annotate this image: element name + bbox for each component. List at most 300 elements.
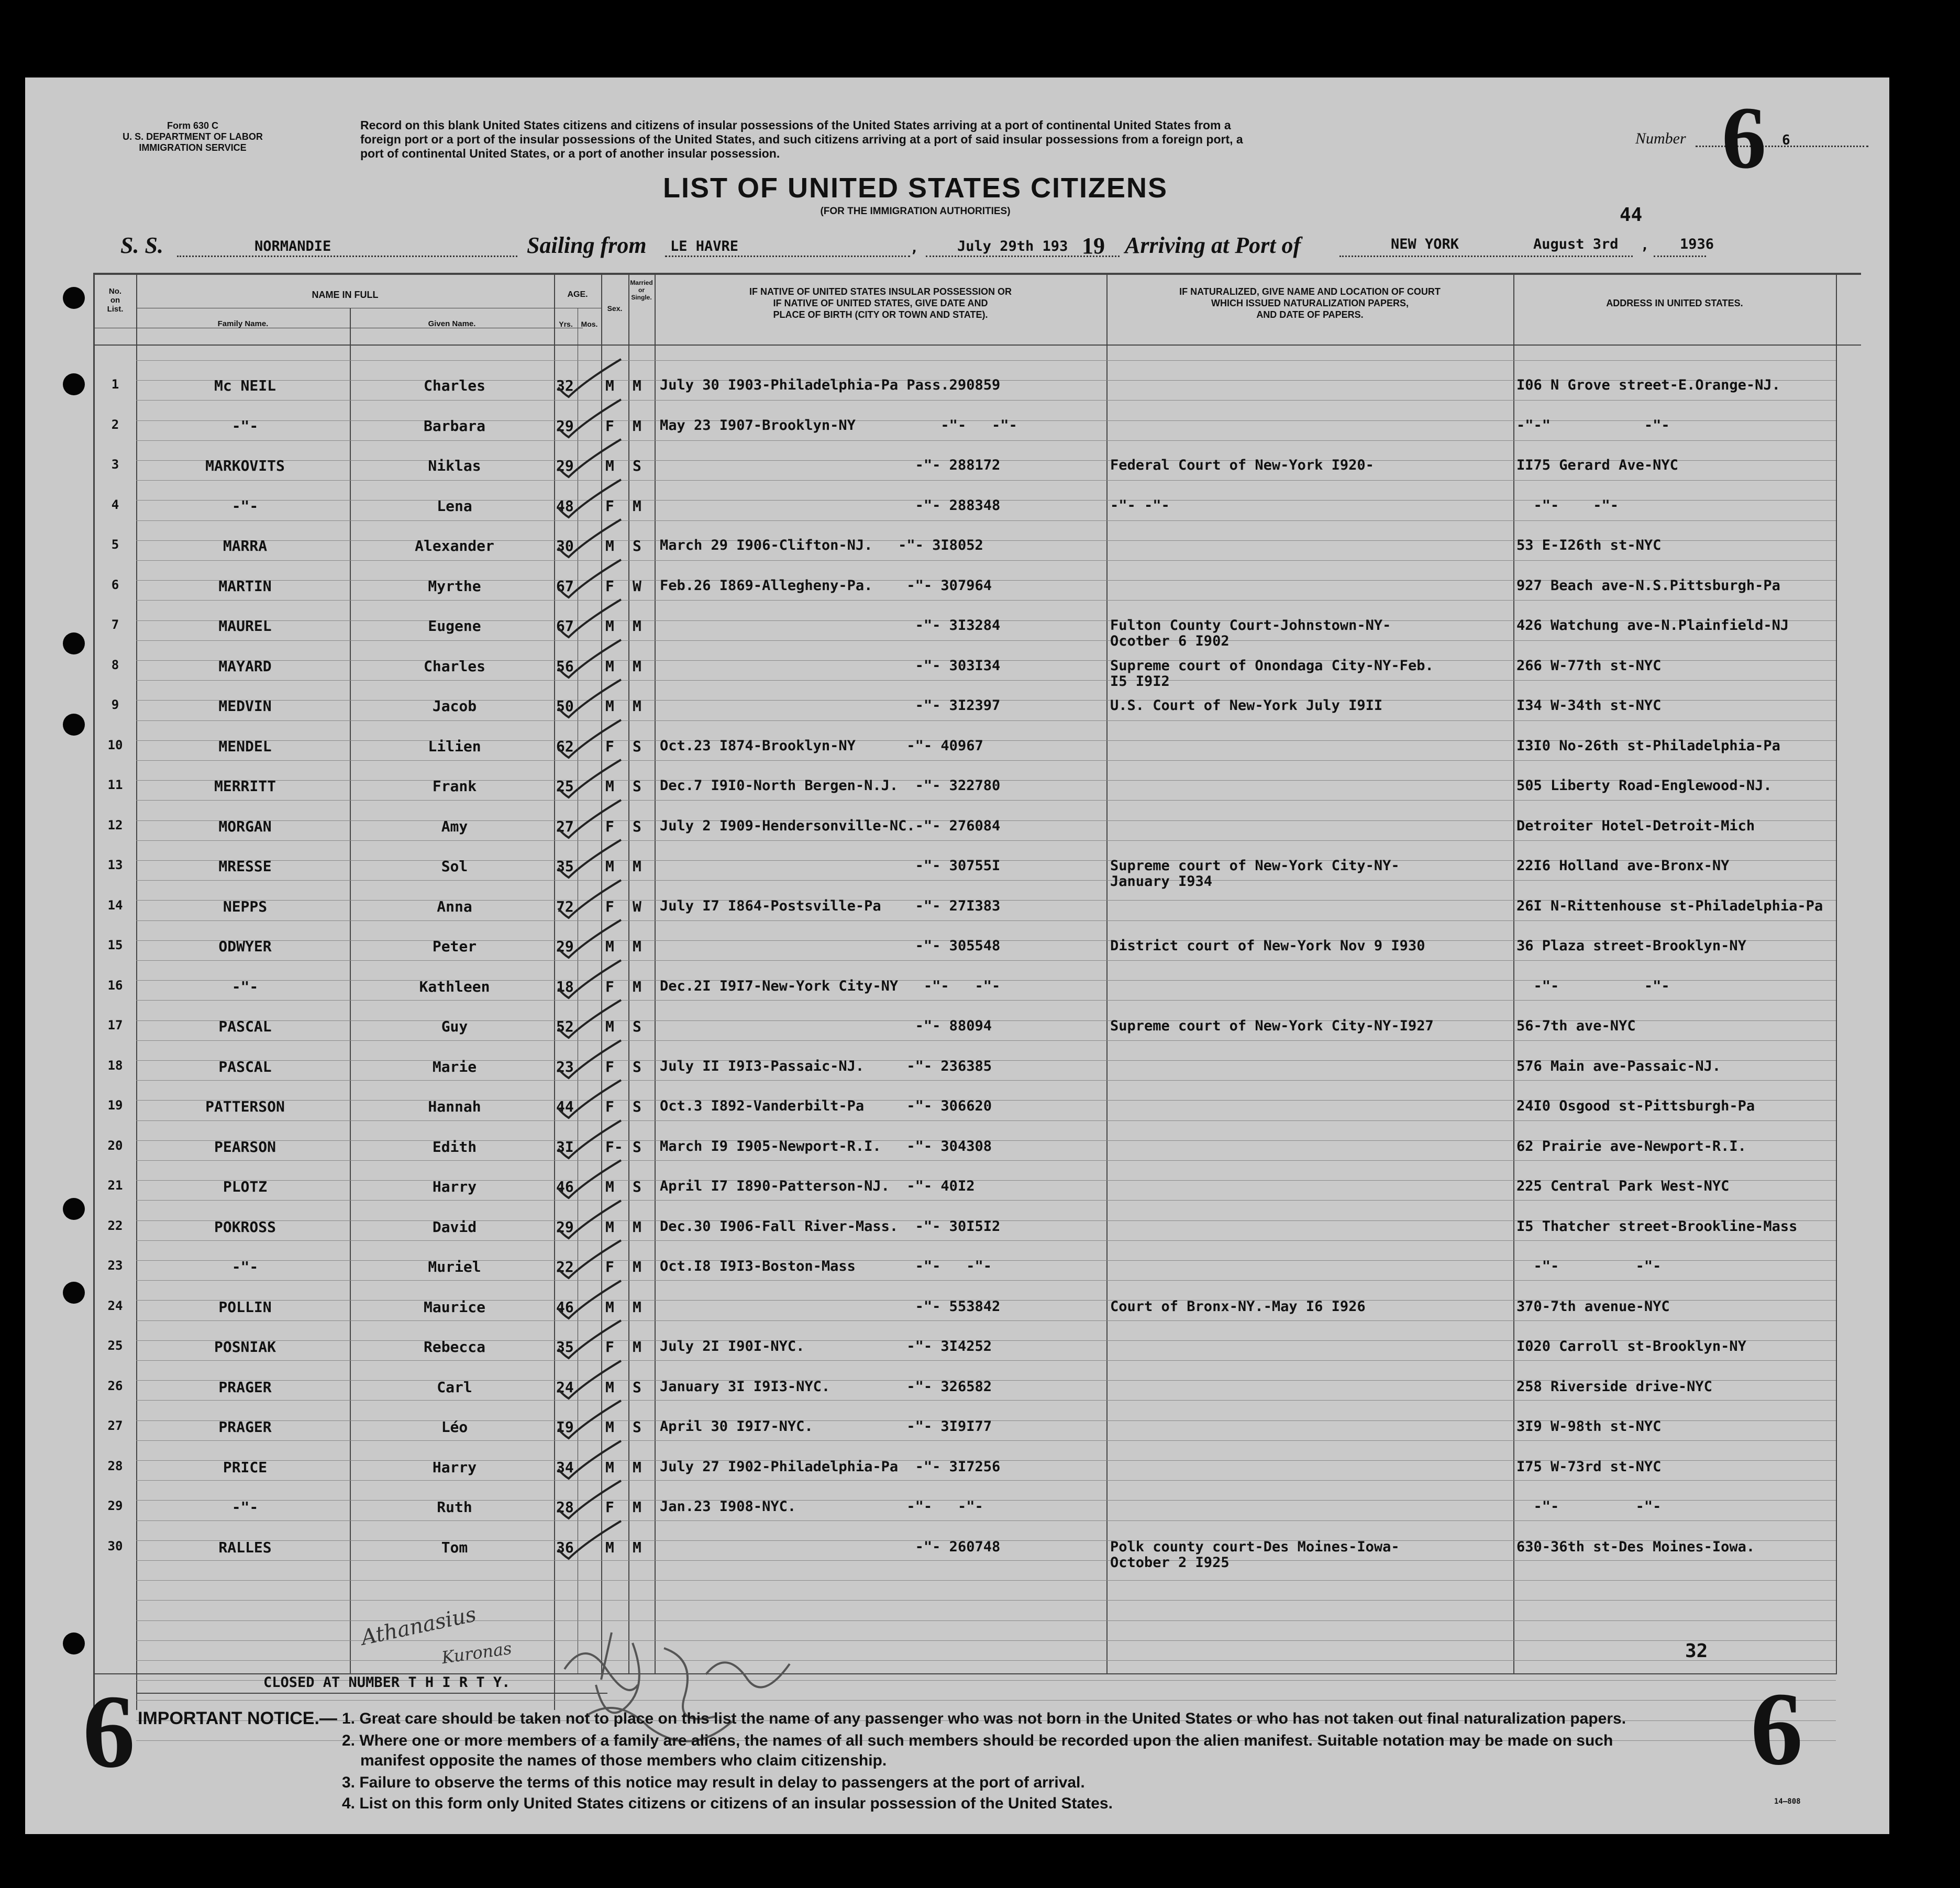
family-name: PRAGER xyxy=(218,1378,272,1396)
given-name: David xyxy=(432,1218,477,1236)
address: I020 Carroll st-Brooklyn-NY xyxy=(1516,1338,1746,1354)
naturalization-court: District court of New-York Nov 9 I930 xyxy=(1110,938,1425,954)
birth-info: -"- 305548 xyxy=(660,938,1001,954)
comma: , xyxy=(1641,237,1649,253)
closed-note: CLOSED AT NUMBER T H I R T Y. xyxy=(263,1674,511,1691)
given-name: Marie xyxy=(432,1058,477,1075)
marital-status: M xyxy=(633,858,641,875)
address: 505 Liberty Road-Englewood-NJ. xyxy=(1516,778,1772,794)
age-years: 27 xyxy=(556,817,574,835)
given-name: Barbara xyxy=(423,417,485,435)
sail-date: July 29th 193 xyxy=(957,238,1068,254)
family-name: POSNIAK xyxy=(214,1338,276,1356)
row-number: 5 xyxy=(111,537,119,552)
marital-status: M xyxy=(633,617,641,635)
birth-info: July I7 I864-Postsville-Pa -"- 27I383 xyxy=(660,897,1001,914)
address: I3I0 No-26th st-Philadelphia-Pa xyxy=(1516,737,1780,754)
sex: M xyxy=(605,1378,614,1396)
given-name: Charles xyxy=(423,377,485,394)
sex: F xyxy=(605,978,614,995)
marital-status: S xyxy=(633,778,641,795)
handwritten-surname: Kuronas xyxy=(440,1638,513,1668)
naturalization-date: October 2 I925 xyxy=(1110,1554,1230,1571)
sex: M xyxy=(605,1538,614,1556)
port-to: NEW YORK xyxy=(1391,236,1459,252)
marital-status: M xyxy=(633,697,641,715)
naturalization-court: U.S. Court of New-York July I9II xyxy=(1110,697,1383,714)
birth-info: -"- 3I2397 xyxy=(660,697,1001,714)
notice-item-1: 1. Great care should be taken not to place on this list the name of any passenger who was not born in the United States or who has not taken out final naturalization papers. xyxy=(342,1710,1626,1727)
row-number: 6 xyxy=(111,577,119,592)
sex: F xyxy=(605,1498,614,1516)
row-number: 12 xyxy=(107,817,123,832)
birth-info: Dec.30 I906-Fall River-Mass. -"- 30I5I2 xyxy=(660,1218,1001,1235)
punch-hole xyxy=(63,373,85,395)
row-number: 13 xyxy=(107,858,123,872)
naturalization-court: Court of Bronx-NY.-May I6 I926 xyxy=(1110,1298,1366,1315)
family-name: -"- xyxy=(231,978,259,995)
sex: F- xyxy=(605,1138,623,1156)
sex: M xyxy=(605,938,614,955)
marital-status: S xyxy=(633,1418,641,1436)
row-number: 15 xyxy=(107,938,123,952)
department: U. S. DEPARTMENT OF LABOR xyxy=(123,131,263,142)
address: 225 Central Park West-NYC xyxy=(1516,1178,1730,1194)
birth-info: March 29 I906-Clifton-NJ. -"- 3I8052 xyxy=(660,537,983,553)
address: 927 Beach ave-N.S.Pittsburgh-Pa xyxy=(1516,577,1780,594)
marital-status: S xyxy=(633,1178,641,1195)
sex: F xyxy=(605,577,614,595)
age-years: 50 xyxy=(556,697,574,715)
address: 22I6 Holland ave-Bronx-NY xyxy=(1516,858,1730,874)
col-yrs: Yrs. xyxy=(559,320,573,328)
birth-info: -"- 288172 xyxy=(660,457,1001,473)
given-name: Eugene xyxy=(428,617,481,635)
form-id-block xyxy=(109,120,276,153)
marital-status: M xyxy=(633,497,641,515)
notice-number-left: 6 xyxy=(83,1674,135,1790)
col-family-name: Family Name. xyxy=(217,319,269,328)
sex: M xyxy=(605,457,614,474)
given-name: Alexander xyxy=(415,537,494,554)
record-line: foreign port or a port of the insular possessions of the United States, and such citizens arriving at a port of said insular possessions from a foreign port, a xyxy=(360,132,1243,146)
ss-label: S. S. xyxy=(120,232,163,258)
form-number: Form 630 C xyxy=(167,120,219,131)
record-line: Record on this blank United States citizens and citizens of insular possessions of the United States arriving at a port of continental United States from a xyxy=(360,118,1231,132)
marital-status: M xyxy=(633,1298,641,1316)
marital-status: S xyxy=(633,1018,641,1035)
row-number: 14 xyxy=(107,897,123,913)
number-label: Number xyxy=(1635,130,1686,147)
address: II75 Gerard Ave-NYC xyxy=(1516,457,1678,473)
age-years: 18 xyxy=(556,978,574,995)
age-years: 56 xyxy=(556,657,574,675)
given-name: Amy xyxy=(441,817,468,835)
row-number: 20 xyxy=(107,1138,123,1153)
address: -"- -"- xyxy=(1516,1258,1662,1274)
col-married-single: Married or Single. xyxy=(630,279,653,301)
address: 36 Plaza street-Brooklyn-NY xyxy=(1516,938,1746,954)
address: I5 Thatcher street-Brookline-Mass xyxy=(1516,1218,1798,1235)
col-no: No. on List. xyxy=(107,287,124,314)
given-name: Hannah xyxy=(428,1098,481,1115)
col-given-name: Given Name. xyxy=(428,319,476,328)
sex: F xyxy=(605,817,614,835)
ship-name: NORMANDIE xyxy=(254,238,331,254)
family-name: PRAGER xyxy=(218,1418,272,1436)
sex: M xyxy=(605,1018,614,1035)
family-name: POLLIN xyxy=(218,1298,272,1316)
punch-hole xyxy=(63,632,85,654)
sex: M xyxy=(605,537,614,554)
given-name: Harry xyxy=(432,1178,477,1195)
family-name: NEPPS xyxy=(223,897,268,915)
given-name: Guy xyxy=(441,1018,468,1035)
service: IMMIGRATION SERVICE xyxy=(139,142,247,153)
age-years: 35 xyxy=(556,858,574,875)
col-naturalized: IF NATURALIZED, GIVE NAME AND LOCATION OF COURT WHICH ISSUED NATURALIZATION PAPERS, AND DATE OF PAPERS. xyxy=(1179,286,1441,320)
birth-info: Oct.23 I874-Brooklyn-NY -"- 40967 xyxy=(660,737,983,754)
marital-status: S xyxy=(633,1378,641,1396)
address: -"- -"- xyxy=(1516,978,1670,994)
family-name: MRESSE xyxy=(218,858,272,875)
marital-status: S xyxy=(633,1138,641,1156)
row-number: 3 xyxy=(111,457,119,472)
age-years: 72 xyxy=(556,897,574,915)
marital-status: S xyxy=(633,537,641,554)
marital-status: S xyxy=(633,457,641,474)
address: 370-7th avenue-NYC xyxy=(1516,1298,1670,1315)
sail-year-handwritten: 19 xyxy=(1082,233,1105,259)
marital-status: M xyxy=(633,1538,641,1556)
sex: F xyxy=(605,497,614,515)
age-years: 46 xyxy=(556,1298,574,1316)
given-name: Charles xyxy=(423,657,485,675)
address: 26I N-Rittenhouse st-Philadelphia-Pa xyxy=(1516,897,1823,914)
birth-info: -"- 303I34 xyxy=(660,657,1001,674)
birth-info: Jan.23 I908-NYC. -"- -"- xyxy=(660,1498,983,1515)
age-years: 32 xyxy=(556,377,574,394)
family-name: MEDVIN xyxy=(218,697,272,715)
address: I34 W-34th st-NYC xyxy=(1516,697,1662,714)
row-number: 21 xyxy=(107,1178,123,1193)
birth-info: July 27 I902-Philadelphia-Pa -"- 3I7256 xyxy=(660,1458,1001,1475)
address: 3I9 W-98th st-NYC xyxy=(1516,1418,1662,1435)
marital-status: S xyxy=(633,1098,641,1115)
given-name: Sol xyxy=(441,858,468,875)
col-name-in-full: NAME IN FULL xyxy=(312,290,379,300)
sex: F xyxy=(605,1258,614,1275)
col-age: AGE. xyxy=(567,290,588,299)
marital-status: W xyxy=(633,897,641,915)
sex: F xyxy=(605,1098,614,1115)
age-years: 67 xyxy=(556,617,574,635)
address: 258 Riverside drive-NYC xyxy=(1516,1378,1712,1395)
given-name: Rebecca xyxy=(423,1338,485,1356)
address: Detroiter Hotel-Detroit-Mich xyxy=(1516,817,1755,834)
punch-hole xyxy=(63,1632,85,1654)
birth-info: Dec.7 I9I0-North Bergen-N.J. -"- 322780 xyxy=(660,778,1001,794)
age-years: 44 xyxy=(556,1098,574,1115)
row-number: 1 xyxy=(111,377,119,392)
age-years: 24 xyxy=(556,1378,574,1396)
port-from: LE HAVRE xyxy=(670,238,739,254)
birth-info: Oct.3 I892-Vanderbilt-Pa -"- 306620 xyxy=(660,1098,992,1114)
row-number: 18 xyxy=(107,1058,123,1073)
address: 62 Prairie ave-Newport-R.I. xyxy=(1516,1138,1746,1154)
given-name: Tom xyxy=(441,1538,468,1556)
row-number: 24 xyxy=(107,1298,123,1313)
address: -"-" -"- xyxy=(1516,417,1670,434)
sex: F xyxy=(605,1058,614,1075)
family-name: POKROSS xyxy=(214,1218,276,1236)
row-number: 19 xyxy=(107,1098,123,1113)
notice-number-right: 6 xyxy=(1751,1671,1803,1787)
checkmark-icon xyxy=(554,1517,627,1564)
row-number: 28 xyxy=(107,1458,123,1473)
notice-item-4: 4. List on this form only United States citizens or citizens of an insular possession of the United States. xyxy=(342,1795,1113,1812)
family-name: MENDEL xyxy=(218,737,272,755)
record-line: port of continental United States, or a port of another insular possession. xyxy=(360,147,780,160)
birth-info: -"- 88094 xyxy=(660,1018,992,1034)
family-name: PRICE xyxy=(223,1458,268,1476)
age-years: 62 xyxy=(556,737,574,755)
sex: M xyxy=(605,377,614,394)
birth-info: January 3I I9I3-NYC. -"- 326582 xyxy=(660,1378,992,1395)
marital-status: M xyxy=(633,1218,641,1236)
address: 630-36th st-Des Moines-Iowa. xyxy=(1516,1538,1755,1555)
marital-status: S xyxy=(633,737,641,755)
birth-info: July 2 I909-Hendersonville-NC.-"- 276084 xyxy=(660,817,1001,834)
birth-info: April I7 I890-Patterson-NJ. -"- 40I2 xyxy=(660,1178,975,1194)
family-name: PEARSON xyxy=(214,1138,276,1156)
row-number: 10 xyxy=(107,737,123,752)
manifest-sheet xyxy=(25,77,1889,1834)
given-name: Lilien xyxy=(428,737,481,755)
birth-info: July 30 I903-Philadelphia-Pa Pass.290859 xyxy=(660,377,1001,393)
given-name: Jacob xyxy=(432,697,477,715)
sex: M xyxy=(605,778,614,795)
family-name: -"- xyxy=(231,417,259,435)
naturalization-date: Ocotber 6 I902 xyxy=(1110,633,1230,649)
row-number: 7 xyxy=(111,617,119,632)
naturalization-court: Fulton County Court-Johnstown-NY- xyxy=(1110,617,1391,634)
family-name: -"- xyxy=(231,1498,259,1516)
family-name: MAUREL xyxy=(218,617,272,635)
age-years: 22 xyxy=(556,1258,574,1275)
given-name: Lena xyxy=(437,497,472,515)
notice-heading: IMPORTANT NOTICE.— xyxy=(138,1708,337,1728)
marital-status: M xyxy=(633,978,641,995)
punch-hole xyxy=(63,287,85,309)
family-name: MARTIN xyxy=(218,577,272,595)
given-name: Harry xyxy=(432,1458,477,1476)
page-subtitle: (FOR THE IMMIGRATION AUTHORITIES) xyxy=(820,206,1011,217)
naturalization-court: Polk county court-Des Moines-Iowa- xyxy=(1110,1538,1400,1555)
col-birth: IF NATIVE OF UNITED STATES INSULAR POSSESSION OR IF NATIVE OF UNITED STATES, GIVE DATE AND PLACE OF BIRTH (CITY OR TOWN AND STATE). xyxy=(749,286,1012,320)
naturalization-court: Federal Court of New-York I920- xyxy=(1110,457,1374,473)
given-name: Niklas xyxy=(428,457,481,474)
address: -"- -"- xyxy=(1516,1498,1662,1515)
given-name: Carl xyxy=(437,1378,472,1396)
sex: M xyxy=(605,1218,614,1236)
given-name: Kathleen xyxy=(419,978,490,995)
col-sex: Sex. xyxy=(607,304,623,313)
arrival-year: 1936 xyxy=(1680,236,1714,252)
row-number: 23 xyxy=(107,1258,123,1273)
marital-status: M xyxy=(633,1338,641,1356)
naturalization-court: Supreme court of Onondaga City-NY-Feb. xyxy=(1110,657,1434,674)
given-name: Ruth xyxy=(437,1498,472,1516)
sex: M xyxy=(605,697,614,715)
age-years: 36 xyxy=(556,1538,574,1556)
age-years: I9 xyxy=(556,1418,574,1436)
birth-info: Oct.I8 I9I3-Boston-Mass -"- -"- xyxy=(660,1258,992,1274)
birth-info: March I9 I905-Newport-R.I. -"- 304308 xyxy=(660,1138,992,1154)
given-name: Léo xyxy=(441,1418,468,1436)
family-name: -"- xyxy=(231,1258,259,1275)
family-name: MARKOVITS xyxy=(205,457,285,474)
birth-info: -"- 3I3284 xyxy=(660,617,1001,634)
age-years: 29 xyxy=(556,417,574,435)
sex: F xyxy=(605,897,614,915)
family-name: PASCAL xyxy=(218,1018,272,1035)
row-number: 8 xyxy=(111,657,119,672)
form-code: 14—808 xyxy=(1774,1797,1801,1806)
birth-info: Feb.26 I869-Allegheny-Pa. -"- 307964 xyxy=(660,577,992,594)
row-number: 11 xyxy=(107,778,123,792)
row-number: 2 xyxy=(111,417,119,432)
row-number: 25 xyxy=(107,1338,123,1353)
notice-item-2: 2. Where one or more members of a family are aliens, the names of all such members should be recorded upon the alien manifest. Suitable notation may be made on such xyxy=(342,1732,1613,1749)
marital-status: M xyxy=(633,938,641,955)
family-name: MERRITT xyxy=(214,778,276,795)
age-years: 34 xyxy=(556,1458,574,1476)
age-years: 23 xyxy=(556,1058,574,1075)
given-name: Edith xyxy=(432,1138,477,1156)
row-number: 16 xyxy=(107,978,123,993)
address: I75 W-73rd st-NYC xyxy=(1516,1458,1662,1475)
row-number: 17 xyxy=(107,1018,123,1032)
arrival-date: August 3rd xyxy=(1533,236,1619,252)
age-years: 3I xyxy=(556,1138,574,1156)
marital-status: M xyxy=(633,377,641,394)
notice-item-3: 3. Failure to observe the terms of this notice may result in delay to passengers at the port of arrival. xyxy=(342,1774,1085,1791)
sailing-label: Sailing from xyxy=(527,232,647,258)
punch-hole xyxy=(63,1198,85,1220)
marital-status: S xyxy=(633,817,641,835)
sex: M xyxy=(605,1298,614,1316)
birth-info: July 2I I90I-NYC. -"- 3I4252 xyxy=(660,1338,992,1354)
address: 426 Watchung ave-N.Plainfield-NJ xyxy=(1516,617,1789,634)
family-name: Mc NEIL xyxy=(214,377,276,394)
marital-status: M xyxy=(633,1498,641,1516)
address: -"- -"- xyxy=(1516,497,1619,514)
row-number: 29 xyxy=(107,1498,123,1513)
sheet-number: 6 xyxy=(1722,88,1766,187)
age-years: 52 xyxy=(556,1018,574,1035)
naturalization-date: I5 I9I2 xyxy=(1110,673,1170,690)
age-years: 29 xyxy=(556,457,574,474)
row-number: 26 xyxy=(107,1378,123,1393)
arriving-label: Arriving at Port of xyxy=(1125,232,1301,258)
sex: M xyxy=(605,1418,614,1436)
age-years: 29 xyxy=(556,1218,574,1236)
row-number: 22 xyxy=(107,1218,123,1233)
family-name: ODWYER xyxy=(218,938,272,955)
sex: F xyxy=(605,1338,614,1356)
birth-info: July II I9I3-Passaic-NJ. -"- 236385 xyxy=(660,1058,992,1074)
naturalization-date: January I934 xyxy=(1110,873,1213,890)
notice-item-2-cont: manifest opposite the names of those members who claim citizenship. xyxy=(360,1752,887,1769)
birth-info: -"- 288348 xyxy=(660,497,1001,514)
marital-status: M xyxy=(633,417,641,435)
handwritten-number: 44 xyxy=(1620,204,1643,226)
marital-status: M xyxy=(633,657,641,675)
given-name: Myrthe xyxy=(428,577,481,595)
family-name: MAYARD xyxy=(218,657,272,675)
birth-info: -"- 30755I xyxy=(660,858,1001,874)
marital-status: S xyxy=(633,1058,641,1075)
comma: , xyxy=(910,240,919,256)
family-name: -"- xyxy=(231,497,259,515)
family-name: MARRA xyxy=(223,537,268,554)
sex: M xyxy=(605,1178,614,1195)
address: 53 E-I26th st-NYC xyxy=(1516,537,1662,553)
address: 24I0 Osgood st-Pittsburgh-Pa xyxy=(1516,1098,1755,1114)
col-address: ADDRESS IN UNITED STATES. xyxy=(1606,298,1743,308)
page-title: LIST OF UNITED STATES CITIZENS xyxy=(663,172,1168,204)
family-name: RALLES xyxy=(218,1538,272,1556)
birth-info: May 23 I907-Brooklyn-NY -"- -"- xyxy=(660,417,1017,434)
sex: M xyxy=(605,657,614,675)
col-mos: Mos. xyxy=(581,320,598,328)
marital-status: M xyxy=(633,1458,641,1476)
age-years: 28 xyxy=(556,1498,574,1516)
sex: M xyxy=(605,1458,614,1476)
birth-info: April 30 I9I7-NYC. -"- 3I9I77 xyxy=(660,1418,992,1435)
family-name: PATTERSON xyxy=(205,1098,285,1115)
birth-info: -"- 260748 xyxy=(660,1538,1001,1555)
row-number: 4 xyxy=(111,497,119,512)
age-years: 46 xyxy=(556,1178,574,1195)
naturalization-court: Supreme court of New-York City-NY-I927 xyxy=(1110,1018,1434,1034)
sex: M xyxy=(605,617,614,635)
row-number: 30 xyxy=(107,1538,123,1553)
age-years: 35 xyxy=(556,1338,574,1356)
sex: F xyxy=(605,737,614,755)
handwritten-name: Athanasius xyxy=(359,1602,479,1650)
punch-hole xyxy=(63,714,85,736)
record-instructions xyxy=(360,118,1586,161)
sex: M xyxy=(605,858,614,875)
family-name: PASCAL xyxy=(218,1058,272,1075)
marital-status: M xyxy=(633,1258,641,1275)
address: I06 N Grove street-E.Orange-NJ. xyxy=(1516,377,1780,393)
sex: F xyxy=(605,417,614,435)
row-number: 9 xyxy=(111,697,119,712)
naturalization-court: -"- -"- xyxy=(1110,497,1170,514)
address: 576 Main ave-Passaic-NJ. xyxy=(1516,1058,1721,1074)
birth-info: Dec.2I I9I7-New-York City-NY -"- -"- xyxy=(660,978,1001,994)
address: 266 W-77th st-NYC xyxy=(1516,657,1662,674)
given-name: Muriel xyxy=(428,1258,481,1275)
family-name: PLOTZ xyxy=(223,1178,268,1195)
sheet-number-small: 6 xyxy=(1782,132,1790,148)
row-number: 27 xyxy=(107,1418,123,1433)
age-years: 48 xyxy=(556,497,574,515)
punch-hole xyxy=(63,1282,85,1304)
